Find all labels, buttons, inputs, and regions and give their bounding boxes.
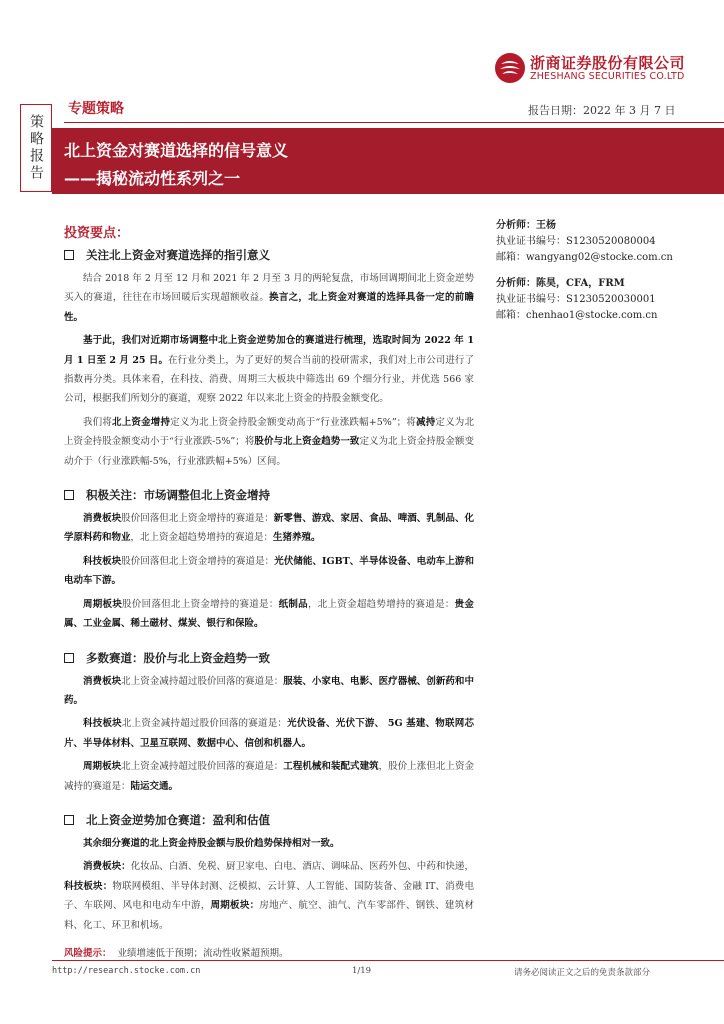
bold-text: 基于此，我们对近期市场调整中北上资金逆势加仓的赛道进行梳理，选取时间为 2022 年 1 月 1 日至 2 月 25 日。 [64,335,474,366]
bold-text: 生猪养殖。 [273,532,321,544]
text: 在行业分类上，为了更好的契合当前的投研需求，我们对上市公司进行了指数再分类。具体来看，在科技、消费、周期三大板块中筛选出 69 个细分行业，并优选 566 家公司，根据我们所划分的赛道，观察 2022 年以来北上资金的持股金额变化。 [64,354,474,405]
paragraph [64,672,474,711]
bold-text: 光伏设备、光伏下游、 5G 基建、物联网芯片、半导体材料、卫星互联网、数据中心、信创和机器人。 [64,718,474,749]
text: 定义为北上资金持股金额变动高于“行业涨跌幅+5%”；将 [170,416,417,428]
bold-text: 贵金属、工业金属、稀土磁材、煤炭、银行和保险。 [64,598,474,630]
paragraph [64,509,474,548]
text: 股价回落但北上资金增持的赛道是： [121,513,274,525]
text: 北上资金减持超过股价回落的赛道是： [121,761,284,773]
bold-text: 换言之，北上资金对赛道的选择具备一定的前瞻性。 [64,292,474,323]
bold-text: 消费板块 [83,675,122,687]
text: 结合 2018 年 2 月至 12 月和 2021 年 2 月至 3 月的两轮复盘，市场回调期间北上资金逆势买入的赛道，往往在市场回暖后实现超额收益。 [64,273,474,304]
text: 股价回落但北上资金增持的赛道是： [121,555,275,567]
analyst-cert: 执业证书编号：S1230520080004 [496,236,656,247]
bold-text: 光伏储能、IGBT、半导体设备、电动车上游和电动车下游。 [64,555,474,587]
report-date: 报告日期：2022 年 3 月 7 日 [528,104,676,117]
bold-text: 周期板块： [210,900,260,912]
bold-text: 消费板块 [83,513,122,525]
text: ，股价上涨但北上资金减持的赛道是： [64,761,474,792]
risk-text: 业绩增速低于预期；流动性收紧超预期。 [117,947,289,959]
paragraph [64,857,474,935]
section-title: 关注北上资金对赛道选择的指引意义 [86,248,270,262]
analyst-card [496,218,716,266]
section-heading [64,247,474,263]
report-title: 北上资金对赛道选择的信号意义 [64,141,289,160]
text: ，北上资金超趋势增持的赛道是： [307,598,455,610]
paragraph [64,269,474,327]
text: 我们将 [83,416,113,428]
checkbox-bullet-icon [64,815,74,825]
bold-text: 周期板块 [83,761,122,773]
side-label-text: 策略报告 [28,114,44,182]
bold-text: 新零售、游戏、家居、食品、啤酒、乳制品、化学原料药和物业 [64,513,474,544]
bold-text: 纸制品 [278,598,308,610]
text: 房地产、航空、油气、汽车零部件、钢铁、建筑材料、化工、环卫和机场。 [64,900,474,931]
bold-text: 周期板块 [83,598,123,610]
footer-url-link[interactable]: http://research.stocke.com.cn [52,966,201,976]
section-title: 北上资金逆势加仓赛道：盈利和估值 [86,812,270,827]
bold-text: 陆运交通。 [130,780,179,792]
text: 定义为北上资金持股金额变动小于“行业涨跌-5%”；将 [64,416,474,448]
bold-text: 消费板块： [83,861,131,873]
analyst-email[interactable]: 邮箱：chenhao1@stocke.com.cn [496,310,658,321]
section-title: 积极关注：市场调整但北上资金增持 [86,488,270,503]
analyst-name: 分析师：陈昊，CFA，FRM [496,278,625,289]
text: 物联网模组、半导体封测、泛模拟、云计算、人工智能、国防装备、金融 IT、消费电子、车联网、风电和电动车中游， [64,880,474,912]
text: 定义为北上资金持股金额变动介于（行业涨跌幅-5%，行业涨跌幅+5%）区间。 [64,436,474,467]
paragraph [64,331,474,409]
footer-disclaimer: 请务必阅读正文之后的免责条款部分 [514,968,651,978]
paragraph [64,552,474,591]
section-title: 多数赛道：股价与北上资金趋势一致 [86,650,270,665]
header-rule [64,122,724,123]
page-number: 1/19 [352,966,372,976]
text: 北上资金减持超过股价回落的赛道是： [121,675,284,687]
risk-warning [64,945,474,959]
bold-text: 其余细分赛道的北上资金持股金额与股价趋势保持相对一致。 [83,837,340,849]
report-type-side-label [20,104,52,192]
paragraph [64,757,474,796]
section-heading [64,487,474,503]
company-name-cn: 浙商证券股份有限公司 [530,54,686,72]
bold-text: 工程机械和装配式建筑 [283,761,379,773]
section-heading [64,812,474,828]
bold-text: 股价与北上资金趋势一致 [254,436,360,448]
checkbox-bullet-icon [64,653,74,663]
checkbox-bullet-icon [64,250,74,260]
bold-text: 科技板块： [64,880,113,892]
text: 股价回落但北上资金增持的赛道是： [122,598,279,610]
footer-rule [52,960,724,961]
paragraph [64,834,474,853]
analyst-name: 分析师：王杨 [496,220,556,231]
text: 化妆品、白酒、免税、厨卫家电、白电、酒店、调味品、医药外包、中药和快递， [130,861,474,873]
bold-text: 服装、小家电、电影、医疗器械、创新药和中药。 [64,675,474,706]
section-heading [64,650,474,666]
bold-text: 北上资金增持 [112,416,171,428]
analyst-card [496,276,716,324]
text: 北上资金减持超过股价回落的赛道是： [121,718,288,730]
bold-text: 减持 [416,416,436,428]
main-content [64,222,474,959]
analyst-cert: 执业证书编号：S1230520030001 [496,294,656,305]
analyst-email[interactable]: 邮箱：wangyang02@stocke.com.cn [496,252,673,263]
checkbox-bullet-icon [64,490,74,500]
text: ，北上资金超趋势增持的赛道是： [130,532,274,544]
bold-text: 科技板块 [83,555,122,567]
bold-text: 科技板块 [83,718,122,730]
company-name-en: ZHESHANG SECURITIES CO.LTD [530,71,685,82]
paragraph [64,714,474,753]
report-topic: 专题策略 [68,101,124,117]
investment-highlights-title: 投资要点： [64,226,130,241]
risk-label: 风险提示： [64,947,112,959]
report-subtitle: ——揭秘流动性系列之一 [64,169,241,188]
company-logo-icon [494,52,526,84]
paragraph [64,413,474,471]
paragraph [64,595,474,634]
